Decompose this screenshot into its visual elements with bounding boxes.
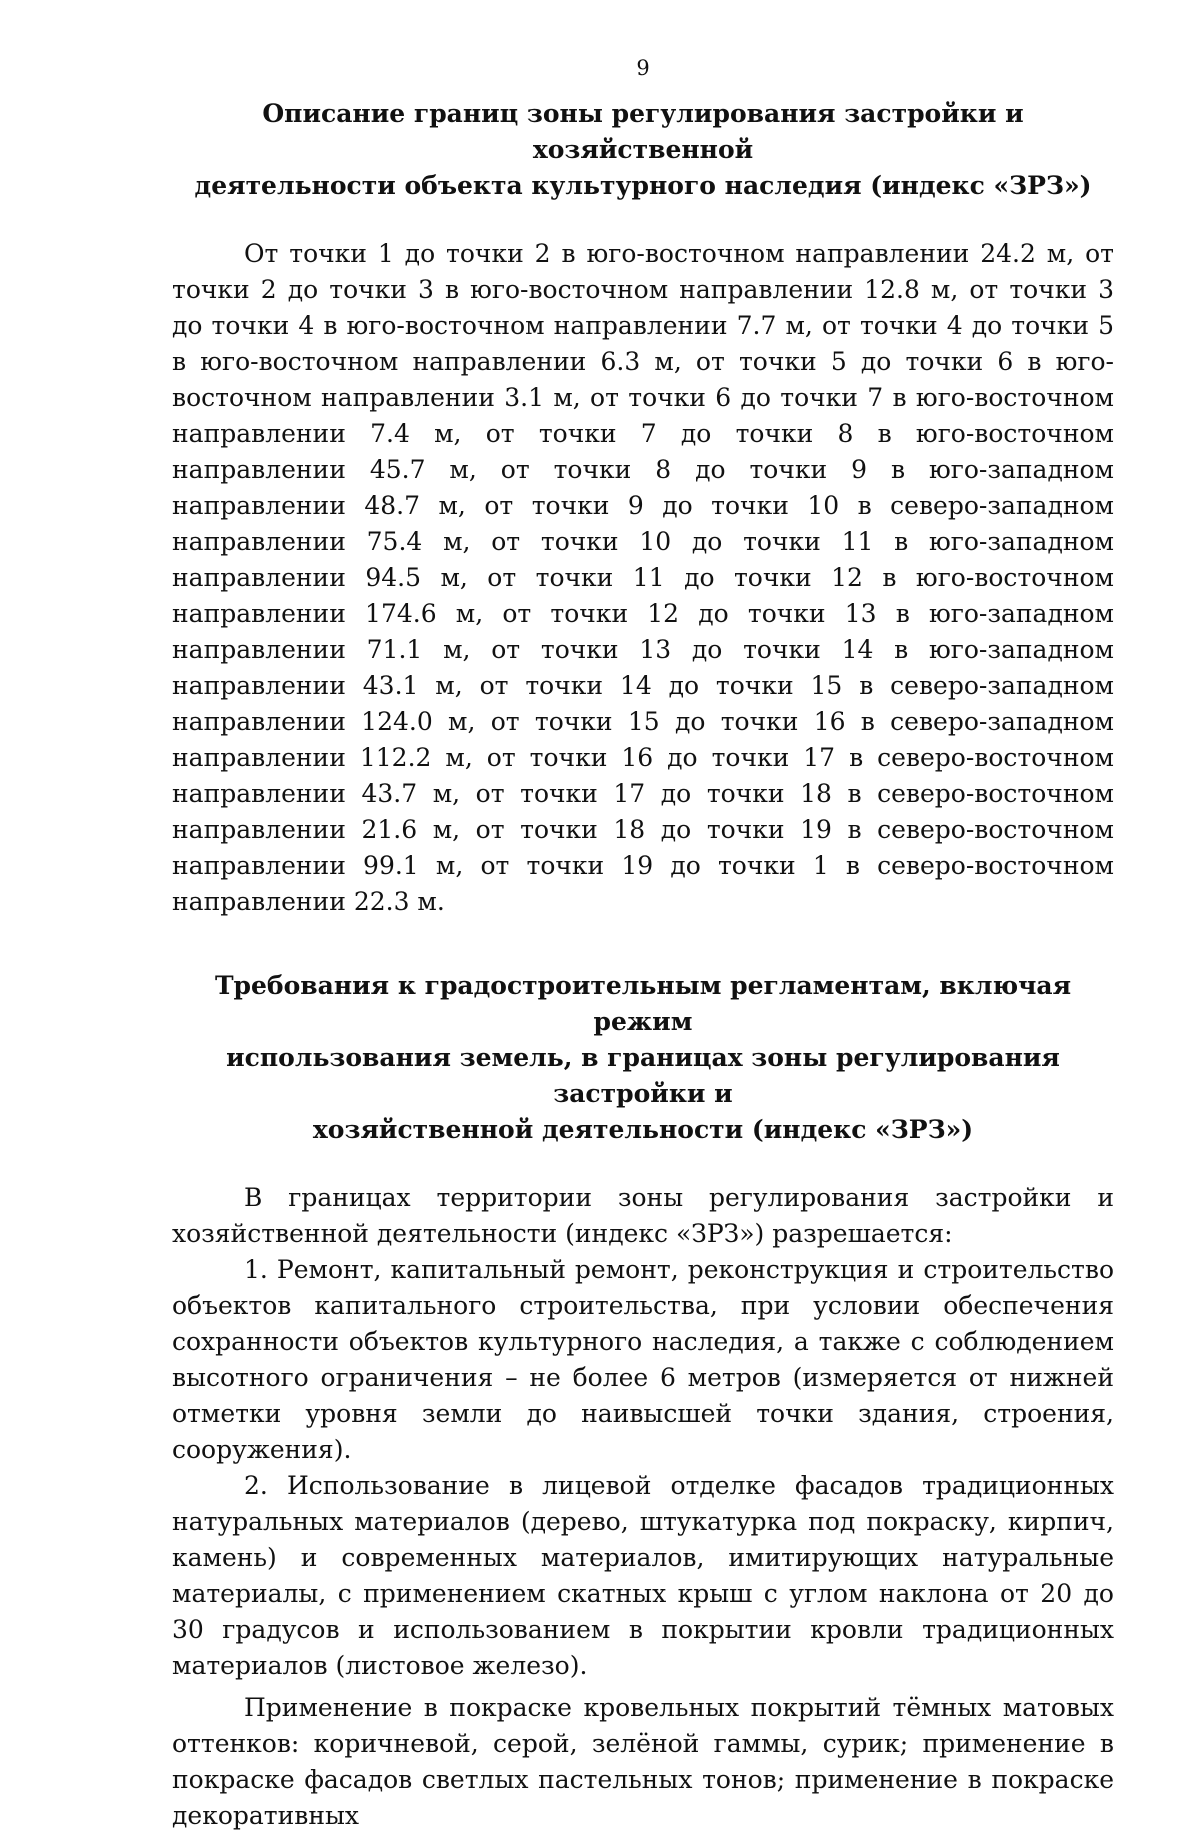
requirement-item-1: 1. Ремонт, капитальный ремонт, реконструкция и строительство объектов капитального строительства, при условии обеспечения сохранности объектов культурного наследия, а также с соблюдением высотного ограничения – не более 6 метров (измеряется от нижней отметки уровня земли до наивысшей точки здания, строения, сооружения). <box>172 1255 1114 1464</box>
boundary-description-paragraph: От точки 1 до точки 2 в юго-восточном направлении 24.2 м, от точки 2 до точки 3 в юго-восточном направлении 12.8 м, от точки 3 до точки 4 в юго-восточном направлении 7.7 м, от точки 4 до точки 5 в юго-восточном направлении 6.3 м, от точки 5 до точки 6 в юго-восточном направлении 3.1 м, от точки 6 до точки 7 в юго-восточном направлении 7.4 м, от точки 7 до точки 8 в юго-восточном направлении 45.7 м, от точки 8 до точки 9 в юго-западном направлении 48.7 м, от точки 9 до точки 10 в северо-западном направлении 75.4 м, от точки 10 до точки 11 в юго-западном направлении 94.5 м, от точки 11 до точки 12 в юго-восточном направлении 174.6 м, от точки 12 до точки 13 в юго-западном направлении 71.1 м, от точки 13 до точки 14 в юго-западном направлении 43.1 м, от точки 14 до точки 15 в северо-западном направлении 124.0 м, от точки 15 до точки 16 в северо-западном направлении 112.2 м, от точки 16 до точки 17 в северо-восточном направлении 43.7 м, от точки 17 до точки 18 в северо-восточном направлении 21.6 м, от точки 18 до точки 19 в северо-восточном направлении 99.1 м, от точки 19 до точки 1 в северо-восточном направлении 22.3 м. <box>172 239 1114 916</box>
page-number: 9 <box>636 56 650 80</box>
requirements-intro-paragraph: В границах территории зоны регулирования застройки и хозяйственной деятельности (индекс «ЗРЗ») разрешается: <box>172 1183 1114 1248</box>
heading-line: использования земель, в границах зоны регулирования застройки и <box>226 1043 1060 1108</box>
paint-requirements-paragraph: Применение в покраске кровельных покрытий тёмных матовых оттенков: коричневой, серой, зелёной гаммы, сурик; применение в покраске фасадов светлых пастельных тонов; применение в покраске декоративных <box>172 1693 1114 1830</box>
heading-line: Описание границ зоны регулирования застройки и хозяйственной <box>262 99 1024 164</box>
requirement-item-2: 2. Использование в лицевой отделке фасадов традиционных натуральных материалов (дерево, штукатурка под покраску, кирпич, камень) и современных материалов, имитирующих натуральные материалы, с применением скатных крыш с углом наклона от 20 до 30 градусов и использованием в покрытии кровли традиционных материалов (листовое железо). <box>172 1471 1114 1680</box>
section-heading-requirements <box>172 968 1114 1148</box>
heading-line: деятельности объекта культурного наследия (индекс «ЗРЗ») <box>194 171 1092 200</box>
heading-line: Требования к градостроительным регламентам, включая режим <box>214 971 1072 1036</box>
section-heading-boundaries <box>172 96 1114 204</box>
heading-line: хозяйственной деятельности (индекс «ЗРЗ») <box>312 1115 974 1144</box>
